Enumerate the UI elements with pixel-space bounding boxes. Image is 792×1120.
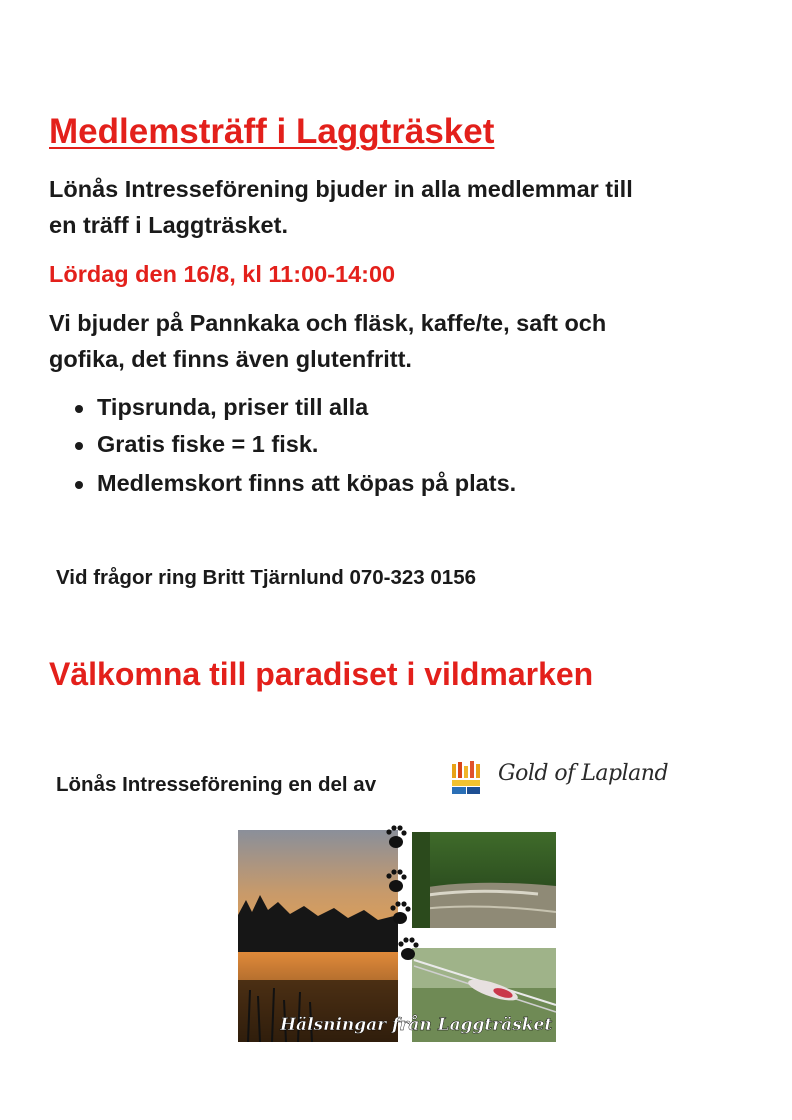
offer-line-1: Vi bjuder på Pannkaka och fläsk, kaffe/te, saft och — [49, 310, 607, 336]
welcome-heading: Välkomna till paradiset i vildmarken — [49, 656, 594, 692]
bullet-dot — [75, 405, 83, 413]
collage-caption: Hälsningar från Laggträsket — [280, 1015, 553, 1035]
intro-line-1: Lönås Intresseförening bjuder in alla medlemmar till — [49, 176, 633, 202]
contact-info: Vid frågor ring Britt Tjärnlund 070-323 0156 — [56, 566, 476, 589]
gold-of-lapland-logo-icon — [450, 760, 486, 796]
bullet-dot — [75, 481, 83, 489]
membership-text: Lönås Intresseförening en del av — [56, 773, 377, 796]
offer-line-2: gofika, det finns även glutenfritt. — [49, 346, 412, 372]
logo-text: Gold of Lapland — [498, 761, 669, 786]
stream-photo — [412, 832, 556, 928]
intro-paragraph — [49, 171, 633, 243]
offer-paragraph — [49, 305, 606, 377]
page-title: Medlemsträff i Laggträsket — [49, 112, 495, 151]
intro-line-2: en träff i Laggträsket. — [49, 212, 288, 238]
list-item: Tipsrunda, priser till alla — [97, 394, 369, 420]
photo-collage — [238, 820, 558, 1044]
list-item: Gratis fiske = 1 fisk. — [97, 431, 319, 457]
bullet-dot — [75, 442, 83, 450]
sunset-photo — [238, 830, 398, 1042]
event-date: Lördag den 16/8, kl 11:00-14:00 — [49, 261, 396, 287]
list-item: Medlemskort finns att köpas på plats. — [97, 470, 517, 496]
